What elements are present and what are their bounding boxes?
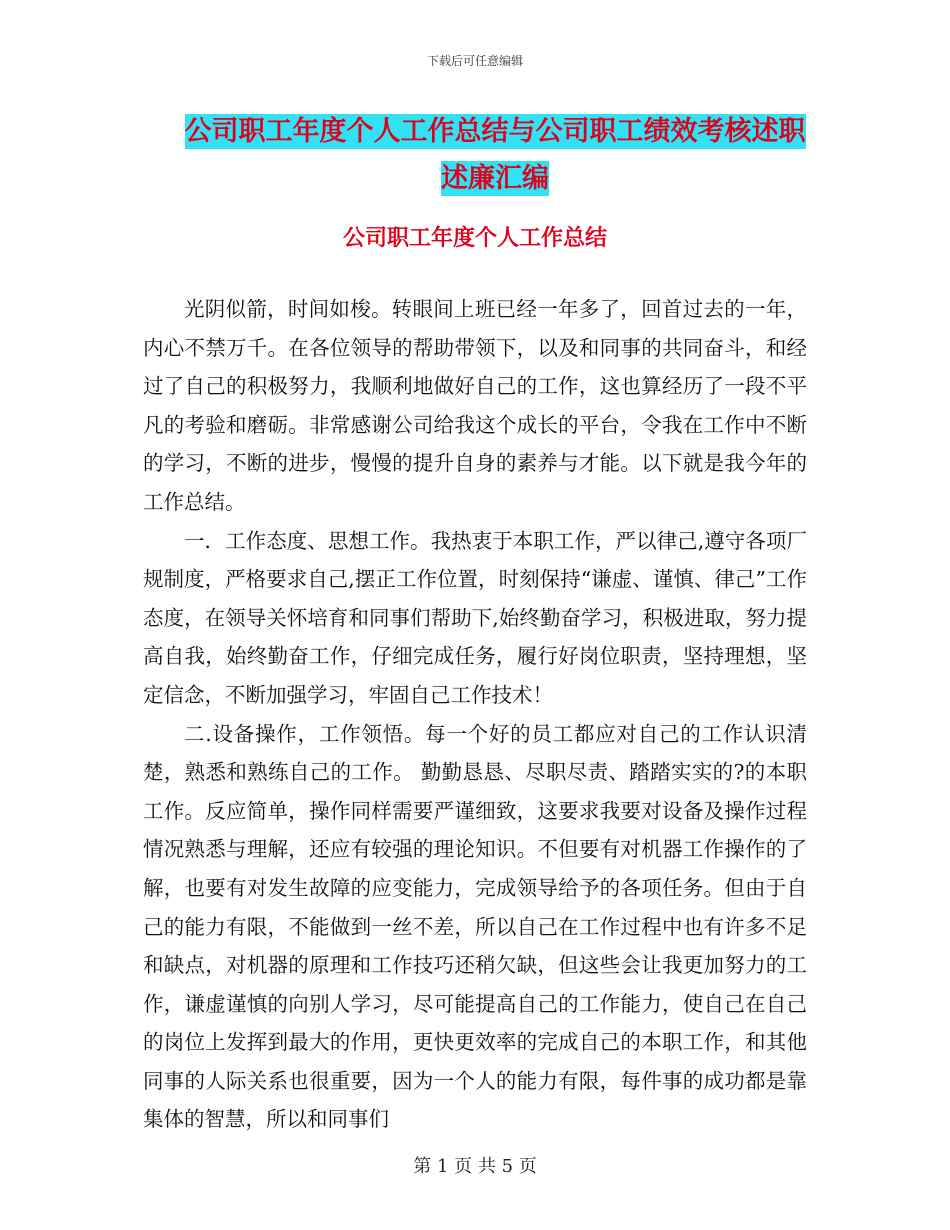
section-title: 公司职工年度个人工作总结 — [342, 225, 607, 251]
document-title — [150, 108, 840, 202]
document-body — [143, 290, 807, 1139]
body-paragraph-2: 一．工作态度、思想工作。我热衷于本职工作，严以律己,遵守各项厂规制度，严格要求自己,摆正工作位置，时刻保持“谦虚、谨慎、律己”工作态度，在领导关怀培育和同事们帮助下,始终勤奋学习，积极进取，努力提高自我，始终勤奋工作，仔细完成任务，履行好岗位职责，坚持理想，坚定信念，不断加强学习，牢固自己工作技术！ — [143, 528, 807, 707]
document-title-line-2: 述廉汇编 — [441, 163, 549, 194]
body-paragraph-3: 二.设备操作，工作领悟。每一个好的员工都应对自己的工作认识清楚，熟悉和熟练自己的工作。 勤勤恳恳、尽职尽责、踏踏实实的?的本职工作。反应简单，操作同样需要严谨细致，这要求我要对设备及操作过程情况熟悉与理解，还应有较强的理论知识。不但要有对机器工作操作的了解，也要有对发生故障的应变能力，完成领导给予的各项任务。但由于自己的能力有限，不能做到一丝不差，所以自己在工作过程中也有许多不足和缺点，对机器的原理和工作技巧还稍欠缺，但这些会让我更加努力的工作，谦虚谨慎的向别人学习，尽可能提高自己的工作能力，使自己在自己的岗位上发挥到最大的作用，更快更效率的完成自己的本职工作，和其他同事的人际关系也很重要，因为一个人的能力有限，每件事的成功都是靠集体的智慧，所以和同事们 — [143, 721, 807, 1132]
document-title-line-1: 公司职工年度个人工作总结与公司职工绩效考核述职 — [184, 116, 806, 147]
page-header-note: 下载后可任意编辑 — [426, 54, 523, 68]
page-number-footer: 第 1 页 共 5 页 — [413, 1156, 537, 1177]
body-paragraph-1: 光阴似箭，时间如梭。转眼间上班已经一年多了，回首过去的一年，内心不禁万千。在各位领导的帮助带领下，以及和同事的共同奋斗，和经过了自己的积极努力，我顺利地做好自己的工作，这也算经历了一段不平凡的考验和磨砺。非常感谢公司给我这个成长的平台，令我在工作中不断的学习，不断的进步，慢慢的提升自身的素养与才能。以下就是我今年的工作总结。 — [143, 297, 807, 514]
